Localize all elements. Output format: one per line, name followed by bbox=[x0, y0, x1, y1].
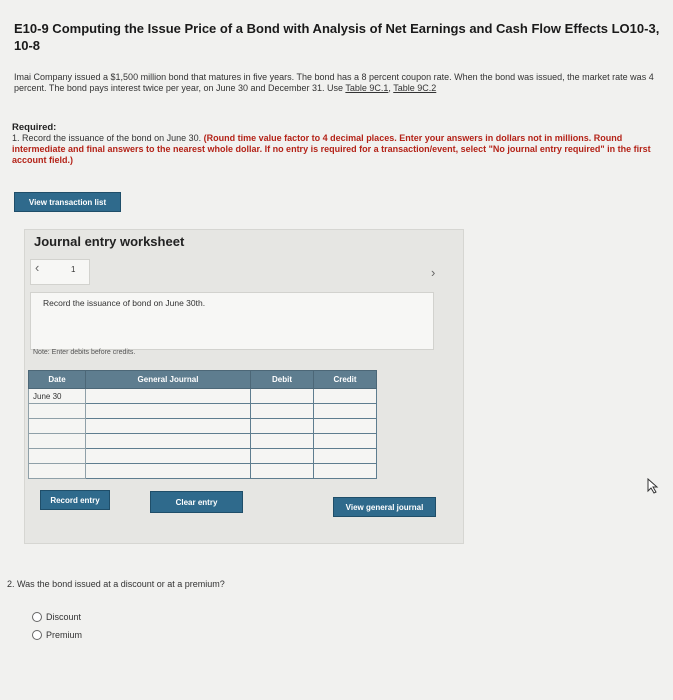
worksheet-instruction: Record the issuance of bond on June 30th. bbox=[43, 298, 206, 308]
required-heading: Required: bbox=[12, 122, 57, 133]
premium-radio[interactable] bbox=[32, 630, 42, 640]
general-journal-column-header: General Journal bbox=[86, 371, 251, 389]
table-row bbox=[29, 404, 377, 419]
account-field[interactable] bbox=[86, 434, 251, 449]
discount-radio[interactable] bbox=[32, 612, 42, 622]
credit-field[interactable] bbox=[314, 389, 377, 404]
chevron-right-icon[interactable]: › bbox=[431, 265, 436, 280]
account-field[interactable] bbox=[86, 389, 251, 404]
credit-column-header: Credit bbox=[314, 371, 377, 389]
discount-option[interactable] bbox=[32, 612, 81, 622]
table-row bbox=[29, 464, 377, 479]
debits-credits-note: Note: Enter debits before credits. bbox=[33, 349, 136, 356]
premium-label: Premium bbox=[46, 630, 83, 640]
clear-entry-button[interactable]: Clear entry bbox=[150, 491, 243, 513]
problem-text: Imai Company issued a $1,500 million bond that matures in five years. The bond has a 8 percent coupon rate. When the bond was issued, the market rate was 4 percent. The bond pays interest twice per year, on June 30 and December 31. Use bbox=[14, 72, 654, 93]
account-field[interactable] bbox=[86, 449, 251, 464]
instruction-box bbox=[30, 292, 434, 350]
debit-field[interactable] bbox=[251, 434, 314, 449]
account-field[interactable] bbox=[86, 404, 251, 419]
page-number[interactable]: 1 bbox=[71, 265, 76, 274]
date-cell bbox=[29, 419, 86, 434]
required-instructions bbox=[12, 133, 662, 166]
chevron-left-icon[interactable]: ‹ bbox=[35, 260, 40, 275]
required-1-text: 1. Record the issuance of the bond on June 30. bbox=[12, 133, 202, 143]
date-cell bbox=[29, 464, 86, 479]
worksheet-title: Journal entry worksheet bbox=[34, 234, 185, 249]
credit-field[interactable] bbox=[314, 419, 377, 434]
view-transaction-list-button[interactable]: View transaction list bbox=[14, 192, 121, 212]
date-cell: June 30 bbox=[29, 389, 86, 404]
table-row bbox=[29, 389, 377, 404]
credit-field[interactable] bbox=[314, 449, 377, 464]
date-cell bbox=[29, 449, 86, 464]
premium-option[interactable] bbox=[32, 630, 82, 640]
exercise-title: E10-9 Computing the Issue Price of a Bond with Analysis of Net Earnings and Cash Flow Effects LO10-3, 10-8 bbox=[14, 21, 660, 53]
table-row bbox=[29, 434, 377, 449]
problem-description: Imai Company issued a $1,500 million bond that matures in five years. The bond has a 8 percent coupon rate. When the bond was issued, the market rate was 4 percent. The bond pays interest twice per year, on June 30 and December 31. Use Table 9C.1, Table 9C.2 bbox=[14, 72, 654, 93]
table-row bbox=[29, 419, 377, 434]
credit-field[interactable] bbox=[314, 464, 377, 479]
question-2-text: 2. Was the bond issued at a discount or at a premium? bbox=[7, 579, 225, 589]
debit-field[interactable] bbox=[251, 419, 314, 434]
debit-field[interactable] bbox=[251, 389, 314, 404]
date-column-header: Date bbox=[29, 371, 86, 389]
debit-field[interactable] bbox=[251, 404, 314, 419]
discount-label: Discount bbox=[46, 612, 82, 622]
journal-entry-table bbox=[28, 370, 377, 479]
date-cell bbox=[29, 404, 86, 419]
table-row bbox=[29, 449, 377, 464]
required-1-rounding-note: (Round time value factor to 4 decimal places. Enter your answers in dollars not in millions. Round intermediate and final answers to the nearest whole dollar. If no entry is required for a transaction/event, select "No journal entry required" in the first account field.) bbox=[12, 133, 651, 165]
table-9c1-link[interactable]: Table 9C.1 bbox=[345, 83, 389, 93]
credit-field[interactable] bbox=[314, 404, 377, 419]
account-field[interactable] bbox=[86, 419, 251, 434]
record-entry-button[interactable]: Record entry bbox=[40, 490, 110, 510]
debit-field[interactable] bbox=[251, 449, 314, 464]
debit-field[interactable] bbox=[251, 464, 314, 479]
date-cell bbox=[29, 434, 86, 449]
view-general-journal-button[interactable]: View general journal bbox=[333, 497, 436, 517]
debit-column-header: Debit bbox=[251, 371, 314, 389]
table-9c2-link[interactable]: Table 9C.2 bbox=[393, 83, 437, 93]
credit-field[interactable] bbox=[314, 434, 377, 449]
mouse-cursor-icon bbox=[646, 478, 660, 499]
account-field[interactable] bbox=[86, 464, 251, 479]
